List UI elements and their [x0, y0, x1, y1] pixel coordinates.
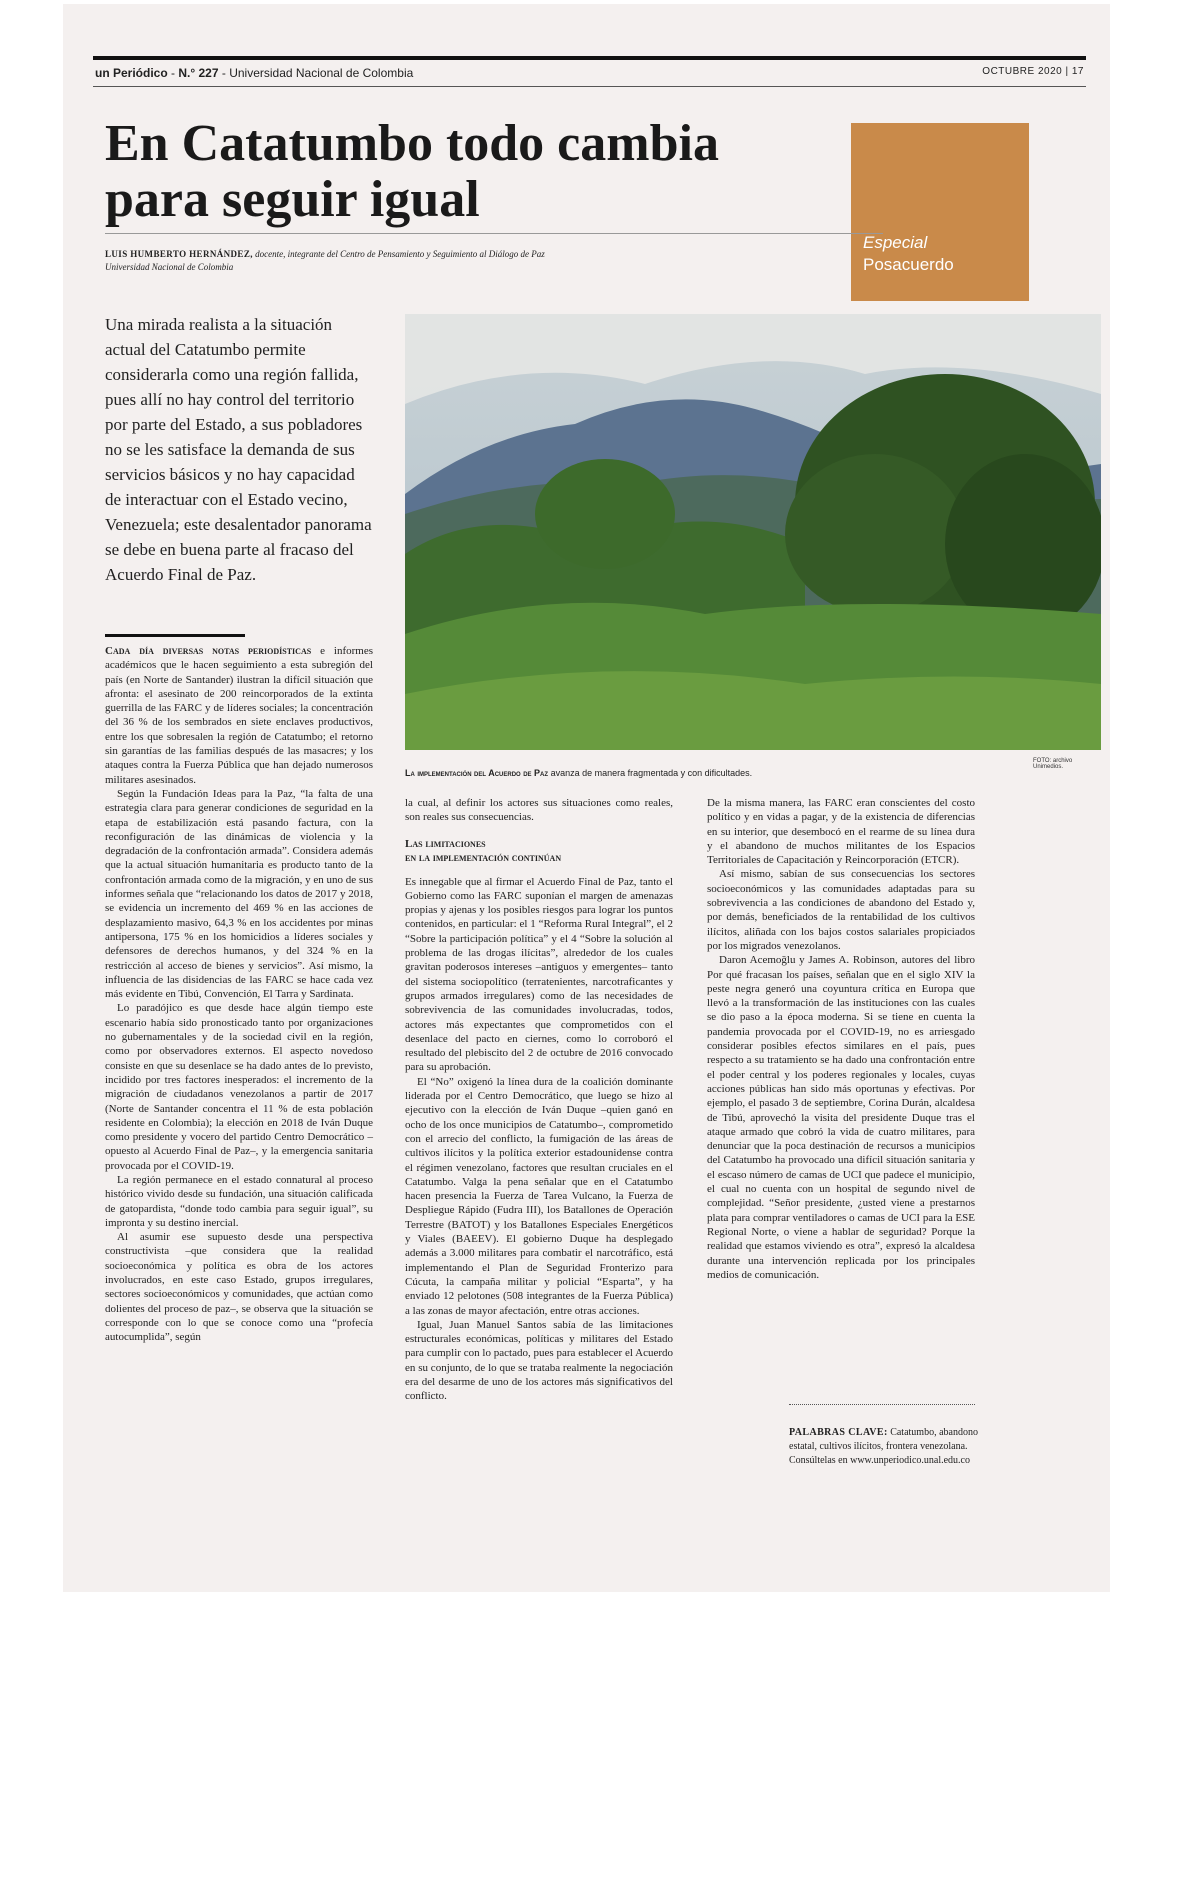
- paragraph: Es innegable que al firmar el Acuerdo Final de Paz, tanto el Gobierno como las FARC suponían el margen de amenazas propias y ajenas y los posibles riesgos para lograr los puntos contenidos, en particular: el 1 “Reforma Rural Integral”, el 2 “Sobre la participación política” y el 4 “Sobre la solución al problema de las drogas ilícitas”, alrededor de los cuales gravitan poderosos intereses –antiguos y emergentes– tanto del sistema sociopolítico (terratenientes, narcotraficantes y grupos armados irregulares) como de las necesidades de sobrevivencia de las comunidades involucradas, todos, actores más expectantes que comprometidos con el desenlace del pacto en ciernes, como lo corroboró el resultado del plebiscito del 2 de octubre de 2016 convocado para su aprobación.: [405, 875, 673, 1074]
- paragraph: La región permanece en el estado connatural al proceso histórico vivido desde su fundación, una situación calificada de gatopardista, “donde todo cambia para seguir igual”, su impronta y su destino inercial.: [105, 1173, 373, 1229]
- section-badge: [851, 123, 1029, 301]
- paragraph: Daron Acemoğlu y James A. Robinson, autores del libro Por qué fracasan los países, señalan que en el siglo XIV la peste negra generó una coyuntura crítica en Europa que llevó a la transformación de las instituciones con las cuales se dio paso a la época moderna. Si se tiene en cuenta la pandemia provocada por el COVID-19, no es arriesgado considerar posibles efectos similares en el país, pues respecto a su tratamiento se ha dado una confrontación entre el poder central y los poderes regionales y locales, cuyas acciones públicas han sido más oportunas y efectivas. Por ejemplo, el pasado 3 de septiembre, Corina Durán, alcaldesa de Tibú, aprovechó la visita del presidente Duque tras el ataque armado que cobró la vida de cuatro militares, para denunciar que la poca destinación de recursos a municipios del Catatumbo ha provocado una difícil situación sanitaria y el escaso número de camas de UCI que padece el municipio, el cual no cuenta con un hospital de segundo nivel de complejidad. “Señor presidente, ¿usted viene a prestarnos plata para comprar ventiladores o camas de UCI para la ESE Regional Norte, o viene a hablar de seguridad? Porque la realidad que estamos viviendo es otra”, expresó la alcaldesa durante una intervención replicada por los principales medios de comunicación.: [707, 954, 975, 1281]
- paragraph-text: e informes académicos que le hacen seguimiento a esta subregión del país (en Norte de Santander) ilustran la difícil situación que afronta: el asesinato de 200 reincorporados de la extinta guerrilla de las FARC y de líderes sociales; la concentración del 36 % de los sembrados en siete enclaves productivos, entre los que sobresalen la región de Catatumbo; el retorno sin garantías de las familias después de las masacres; y los ataques contra la Fuerza Pública que han dejado numerosos militares asesinados.: [105, 645, 374, 786]
- caption-text: avanza de manera fragmentada y con dificultades.: [548, 768, 753, 778]
- subheading-line: en la implementación continúan: [405, 851, 562, 864]
- author-role: docente, integrante del Centro de Pensamiento y Seguimiento al Diálogo de Paz: [255, 249, 545, 259]
- byline-rule: [105, 233, 883, 234]
- byline: [105, 248, 725, 274]
- paragraph-lead-in: Cada día diversas notas periodísticas: [105, 645, 312, 657]
- paragraph: Lo paradójico es que desde hace algún tiempo este escenario había sido pronosticado tanto por organizaciones no gubernamentales y de la sociedad civil en la región, como por observadores externos. El aspecto novedoso consiste en que su desenlace se ha dado antes de lo previsto, incidido por tres factores inesperados: el incremento de la migración de ciudadanos venezolanos a partir de 2017 (Norte de Santander concentra el 11 % de esta población residente en Colombia); la elección en 2018 de Iván Duque como presidente y vocero del partido Centro Democrático –opuesto al Acuerdo Final de Paz–, y la emergencia sanitaria provocada por el COVID-19.: [105, 1002, 373, 1172]
- masthead-left: un Periódico - N.° 227 - Universidad Nacional de Colombia: [95, 66, 414, 80]
- masthead: [93, 56, 1086, 87]
- caption-lead: La implementación del Acuerdo de Paz: [405, 768, 549, 778]
- badge-line-2: Posacuerdo: [863, 255, 954, 274]
- date-page: OCTUBRE 2020 | 17: [982, 66, 1084, 77]
- paragraph: la cual, al definir los actores sus situaciones como reales, son reales sus consecuencias.: [405, 797, 673, 824]
- article-column-3: [707, 796, 975, 1282]
- keywords-text: Catatumbo, abandono estatal, cultivos ilícitos, frontera venezolana. Consúltelas en www.unperiodico.unal.edu.co: [789, 1427, 978, 1466]
- paragraph: Igual, Juan Manuel Santos sabía de las limitaciones estructurales económicas, políticas y militares del Estado para cumplir con lo pactado, pues para establecer el Acuerdo en su conjunto, de lo que se trataba realmente la negociación era del desarme de uno de los actores más significativos del conflicto.: [405, 1318, 673, 1403]
- subheading: [405, 837, 673, 865]
- newspaper-page: [63, 4, 1110, 1592]
- paragraph: El “No” oxigenó la línea dura de la coalición dominante liderada por el Centro Democrático, que luego se hizo al ejecutivo con la elección de Iván Duque –quien ganó en ocho de los once municipios de Catatumbo–, comprometido con el arrecio del conflicto, la fumigación de las áreas de cultivos ilícitos y la política exterior estadounidense contra el régimen venezolano, factores que resultan cruciales en el Catatumbo. Valga la pena señalar que en el Catatumbo hacen presencia la Fuerza de Tarea Vulcano, la Fuerza de Despliegue Rápido (Fudra III), los Batallones de Operación Terrestre (BATOT) y los Batallones Especiales Energéticos y Viales (BAEEV). El gobierno Duque ha desplegado además a 3.000 militares para combatir el narcotráfico, está implementando el Plan de Seguridad Fronterizo para Cúcuta, la campaña militar y policial “Esparta”, y ha enviado 12 pelotones (508 integrantes de la Fuerza Pública) a las zonas de mayor afectación, entre otras acciones.: [405, 1075, 673, 1317]
- subheading-line: Las limitaciones: [405, 837, 486, 850]
- keywords-label: PALABRAS CLAVE:: [789, 1427, 888, 1438]
- photo-caption: [405, 768, 1005, 778]
- university-name: Universidad Nacional de Colombia: [229, 66, 414, 80]
- brand-logo: un Periódico: [95, 66, 168, 80]
- author-name: LUIS HUMBERTO HERNÁNDEZ,: [105, 249, 253, 259]
- paragraph: Según la Fundación Ideas para la Paz, “la falta de una estrategia clara para generar condiciones de seguridad en la etapa de estabilización está pasando factura, con la reconfiguración de las dinámicas de violencia y la degradación de la confrontación armada”. Considera además que la actual situación humanitaria es producto tanto de la confrontación armada como de la migración, y en uno de sus informes señala que “relacionando los datos de 2017 y 2018, se evidencia un incremento del 469 % en las acciones de desplazamiento masivo, 64,3 % en los accidentes por minas antipersona, 175 % en los homicidios a líderes sociales y defensores de derechos humanos, y del 324 % en la restricción al acceso de bienes y servicios”. Así mismo, la influencia de las disidencias de las FARC se hace cada vez más evidente en Tibú, Convención, El Tarra y Sardinata.: [105, 787, 373, 1001]
- page-content: [93, 48, 1093, 1588]
- badge-line-1: Especial: [863, 233, 928, 252]
- headline: En Catatumbo todo cambia para seguir igual: [105, 115, 719, 228]
- landscape-illustration: [405, 314, 1101, 750]
- lead-paragraph: Una mirada realista a la situación actual del Catatumbo permite considerarla como una región fallida, pues allí no hay control del territorio por parte del Estado, a sus pobladores no se les satisface la demanda de sus servicios básicos y no hay capacidad de interactuar con el Estado vecino, Venezuela; este desalentador panorama se debe en buena parte al fracaso del Acuerdo Final de Paz.: [105, 315, 372, 584]
- paragraph: [105, 644, 373, 787]
- paragraph: Así mismo, sabían de sus consecuencias los sectores socioeconómicos y las comunidades adaptadas para su sobrevivencia a las condiciones de abandono del Estado y, por demás, beneficiados de la rentabilidad de los cultivos ilícitos, aliñada con los bajos costos salariales propiciados por los migrados venezolanos.: [707, 868, 975, 952]
- landscape-photo: [405, 314, 1101, 750]
- keywords-rule: [789, 1404, 975, 1405]
- author-affiliation: Universidad Nacional de Colombia: [105, 262, 234, 272]
- photo-credit: FOTO: archivo Unimedios.: [1033, 758, 1073, 770]
- paragraph: Al asumir ese supuesto desde una perspectiva constructivista –que considera que la realidad socioeconómica y política es obra de los actores involucrados, en este caso Estado, grupos irregulares, sectores socioeconómicos y comunidades, que actúan como dolientes del proceso de paz–, se observa que la situación se corresponde con lo que se conoce como una “profecía autocumplida”, según: [105, 1231, 373, 1344]
- article-column-1: [105, 644, 373, 1345]
- issue-number: N.° 227: [178, 66, 219, 80]
- lead-rule: [105, 634, 245, 637]
- paragraph: De la misma manera, las FARC eran conscientes del costo político y en vidas a pagar, y de la existencia de diferencias en su interior, que desembocó en el rearme de su línea dura y el abandono de muchos militantes de los Espacios Territoriales de Capacitación y Reincorporación (ETCR).: [707, 797, 975, 867]
- article-column-2: [405, 796, 673, 1404]
- keywords-box: [789, 1426, 979, 1468]
